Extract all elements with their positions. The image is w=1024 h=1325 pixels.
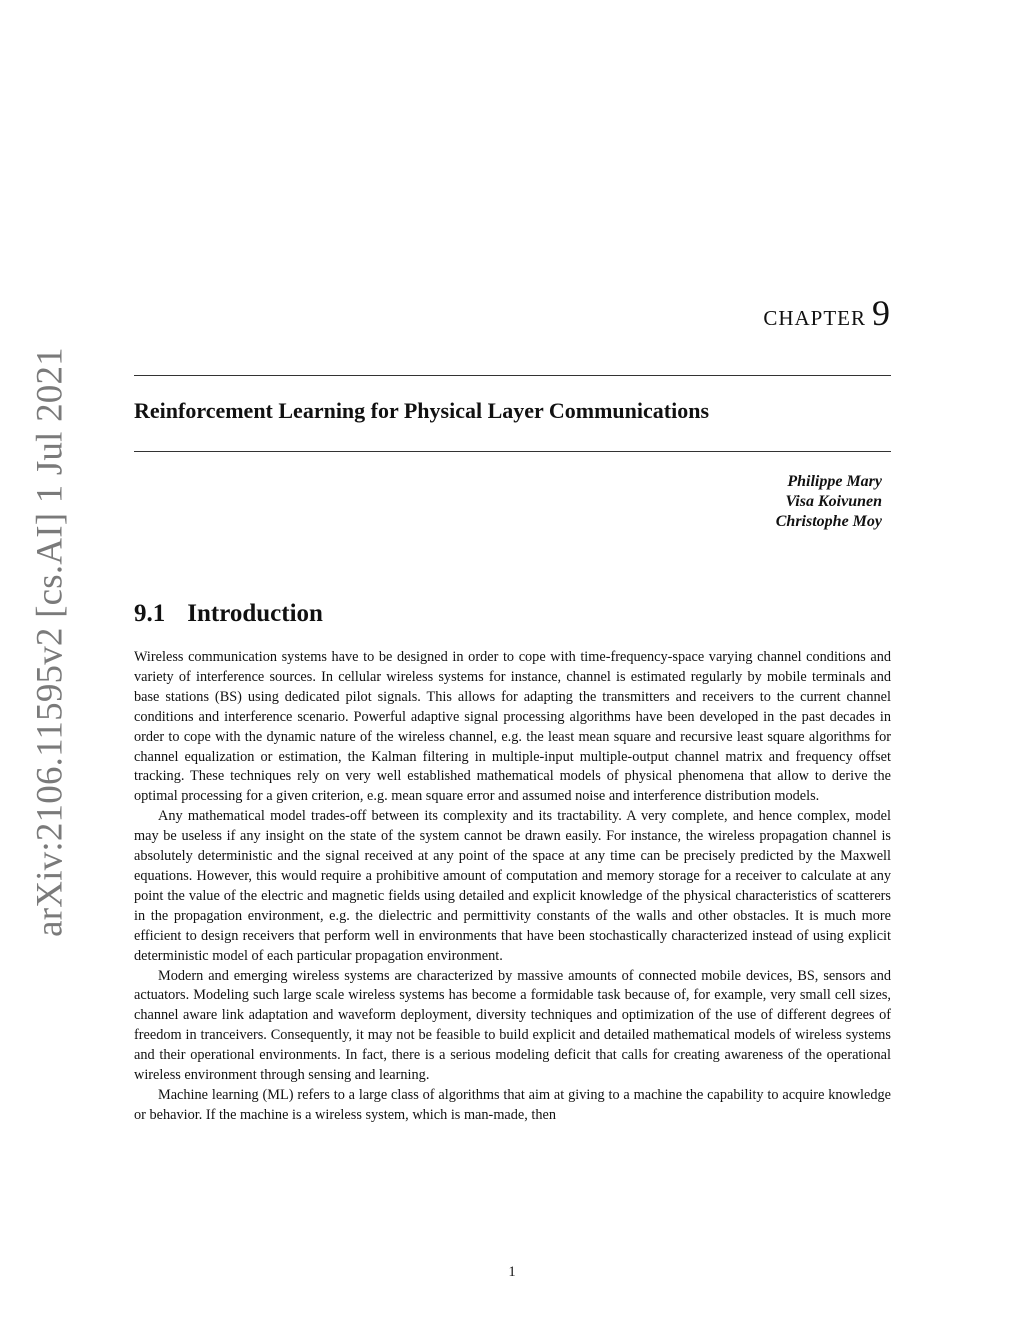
- chapter-number: 9: [872, 293, 890, 333]
- section-number: 9.1: [134, 600, 166, 627]
- body-paragraph: Wireless communication systems have to be designed in order to cope with time-frequency-space varying channel conditions and variety of interference sources. In cellular wireless systems for instance, channel is estimated regularly by mobile terminals and base stations (BS) using dedicated pilot signals. This allows for adapting the transmitters and receivers to the current channel conditions and interference scenario. Powerful adaptive signal processing algorithms have been developed in the past decades in order to cope with the dynamic nature of the wireless channel, e.g. the least mean square and recursive least square algorithms for channel equalization or estimation, the Kalman filtering in multiple-input multiple-output channel matrix and frequency offset tracking. These techniques rely on very well established mathematical models of physical phenomena that allow to derive the optimal processing for a given criterion, e.g. mean square error and assumed noise and interference distribution models.: [134, 649, 891, 805]
- author-name: Visa Koivunen: [785, 493, 882, 510]
- body-paragraph: Modern and emerging wireless systems are characterized by massive amounts of connected mobile devices, BS, sensors and actuators. Modeling such large scale wireless systems has become a formidable task because of, for example, very small cell sizes, channel aware link adaptation and waveform deployment, diversity techniques and optimization of the use of different degrees of freedom in tranceivers. Consequently, it may not be feasible to build explicit and detailed mathematical models of wireless systems and their operational environments. In fact, there is a serious modeling deficit that calls for creating awareness of the operational wireless environment through sensing and learning.: [134, 967, 891, 1084]
- author-name: Philippe Mary: [787, 473, 882, 490]
- title-rule-top: [134, 375, 891, 376]
- chapter-title: Reinforcement Learning for Physical Layer Communications: [134, 398, 710, 423]
- chapter-heading: [763, 292, 890, 334]
- arxiv-identifier-stamp: arXiv:2106.11595v2 [cs.AI] 1 Jul 2021: [29, 347, 71, 937]
- body-paragraph: Machine learning (ML) refers to a large class of algorithms that aim at giving to a machine the capability to acquire knowledge or behavior. If the machine is a wireless system, which is man-made, then: [134, 1086, 891, 1123]
- author-list: [776, 472, 882, 532]
- title-rule-bottom: [134, 451, 891, 452]
- body-paragraph: Any mathematical model trades-off between its complexity and its tractability. A very complete, and hence complex, model may be useless if any insight on the state of the system cannot be drawn easily. For instance, the wireless propagation channel is absolutely deterministic and the signal received at any point of the space at any time can be precisely predicted by the Maxwell equations. However, this would require a prohibitive amount of computation and memory storage for a receiver to calculate at any point the value of the electric and magnetic fields using detailed and explicit knowledge of the physical characteristics of scatterers in the propagation environment, e.g. the dielectric and permittivity constants of the walls and other obstacles. It is much more efficient to design receivers that perform well in environments that have been stochastically characterized instead of using explicit deterministic model of each particular propagation environment.: [134, 808, 891, 964]
- section-title: Introduction: [187, 600, 323, 627]
- section-heading: [134, 600, 323, 628]
- page-number: 1: [508, 1264, 516, 1280]
- section-body: [134, 648, 891, 1126]
- chapter-label: chapter: [763, 299, 866, 332]
- author-name: Christophe Moy: [775, 513, 882, 530]
